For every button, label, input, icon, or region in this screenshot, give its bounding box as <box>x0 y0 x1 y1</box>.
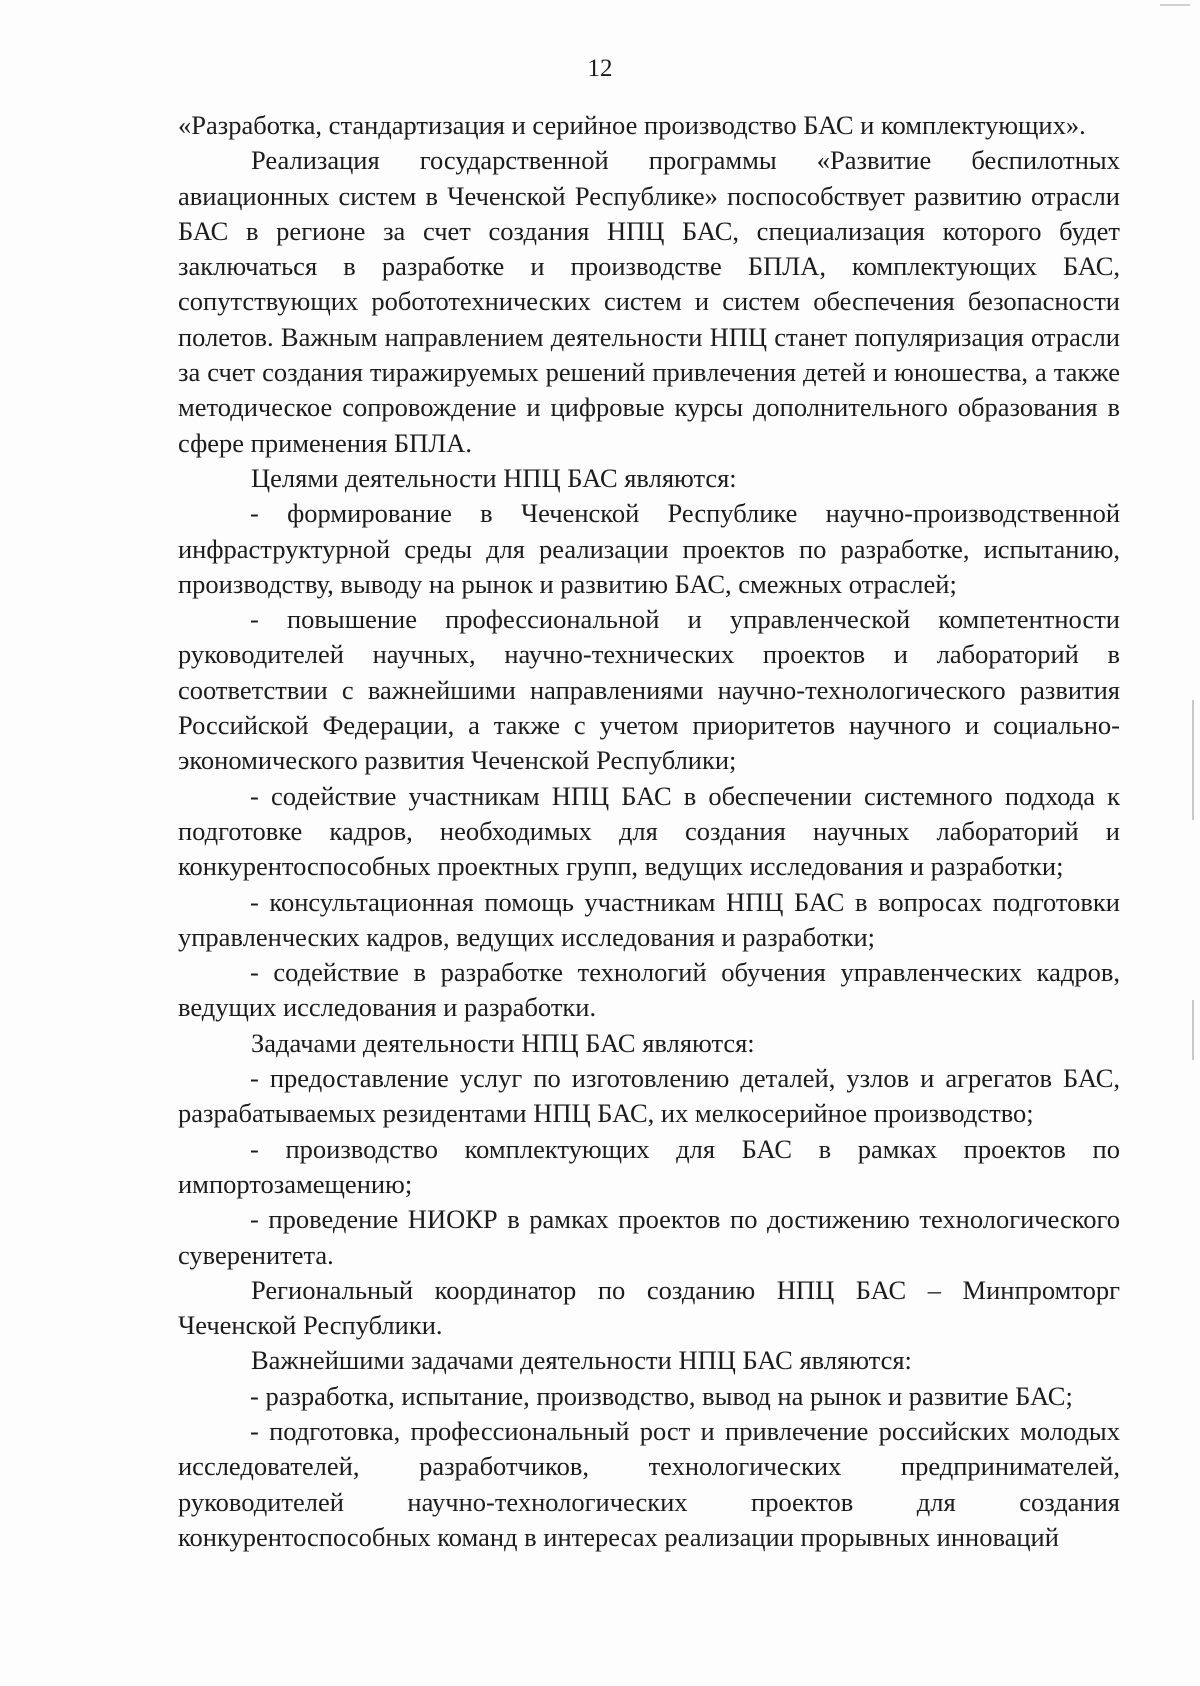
list-item: - подготовка, профессиональный рост и привлечение российских молодых исследователей, разработчиков, технологических предпринимателей, руководителей научно-технологических проектов для создания конкурентоспособных команд в интересах реализации прорывных инноваций <box>178 1415 1120 1552</box>
list-item: - содействие участникам НПЦ БАС в обеспечении системного подхода к подготовке кадров, необходимых для создания научных лабораторий и конкурентоспособных проектных групп, ведущих исследования и разработки; <box>178 780 1120 882</box>
paragraph: Региональный координатор по созданию НПЦ БАС – Минпромторг Чеченской Республики. <box>178 1274 1120 1341</box>
list-item: - производство комплектующих для БАС в рамках проектов по импортозамещению; <box>178 1133 1120 1199</box>
list-item: - повышение профессиональной и управленческой компетентности руководителей научных, научно-технических проектов и лабораторий в соответствии с важнейшими направлениями научно-технологического развития Российской Федерации, а также с учетом приоритетов научного и социально-экономического развития Чеченской Республики; <box>178 604 1120 776</box>
section-heading: Задачами деятельности НПЦ БАС являются: <box>251 1027 755 1058</box>
list-item: - разработка, испытание, производство, вывод на рынок и развитие БАС; <box>250 1380 1073 1411</box>
section-heading: Целями деятельности НПЦ БАС являются: <box>251 462 737 493</box>
paragraph: «Разработка, стандартизация и серийное производство БАС и комплектующих». <box>178 110 1086 140</box>
scan-edge-mark <box>1192 1000 1194 1060</box>
list-item: - формирование в Чеченской Республике научно-производственной инфраструктурной среды для реализации проектов по разработке, испытанию, производству, выводу на рынок и развитию БАС, смежных отраслей; <box>178 498 1120 599</box>
paragraph: Реализация государственной программы «Развитие беспилотных авиационных систем в Чеченской Республике» поспособствует развитию отрасли БАС в регионе за счет создания НПЦ БАС, специализация которого будет заключаться в разработке и производстве БПЛА, комплектующих БАС, сопутствующих робототехнических систем и систем обеспечения безопасности полетов. Важным направлением деятельности НПЦ станет популяризация отрасли за счет создания тиражируемых решений привлечения детей и юношества, а также методическое сопровождение и цифровые курсы дополнительного образования в сфере применения БПЛА. <box>178 145 1120 458</box>
scan-edge-mark <box>1192 700 1194 820</box>
page-number: 12 <box>587 55 613 82</box>
list-item: - предоставление услуг по изготовлению деталей, узлов и агрегатов БАС, разрабатываемых резидентами НПЦ БАС, их мелкосерийное производство; <box>178 1063 1120 1129</box>
list-item: - консультационная помощь участникам НПЦ БАС в вопросах подготовки управленческих кадров, ведущих исследования и разработки; <box>178 886 1120 952</box>
document-body <box>178 108 1120 1555</box>
section-heading: Важнейшими задачами деятельности НПЦ БАС являются: <box>251 1345 912 1376</box>
scan-edge-mark <box>1160 4 1190 6</box>
list-item: - содействие в разработке технологий обучения управленческих кадров, ведущих исследования и разработки. <box>178 957 1120 1023</box>
list-item: - проведение НИОКР в рамках проектов по достижению технологического суверенитета. <box>178 1204 1120 1270</box>
